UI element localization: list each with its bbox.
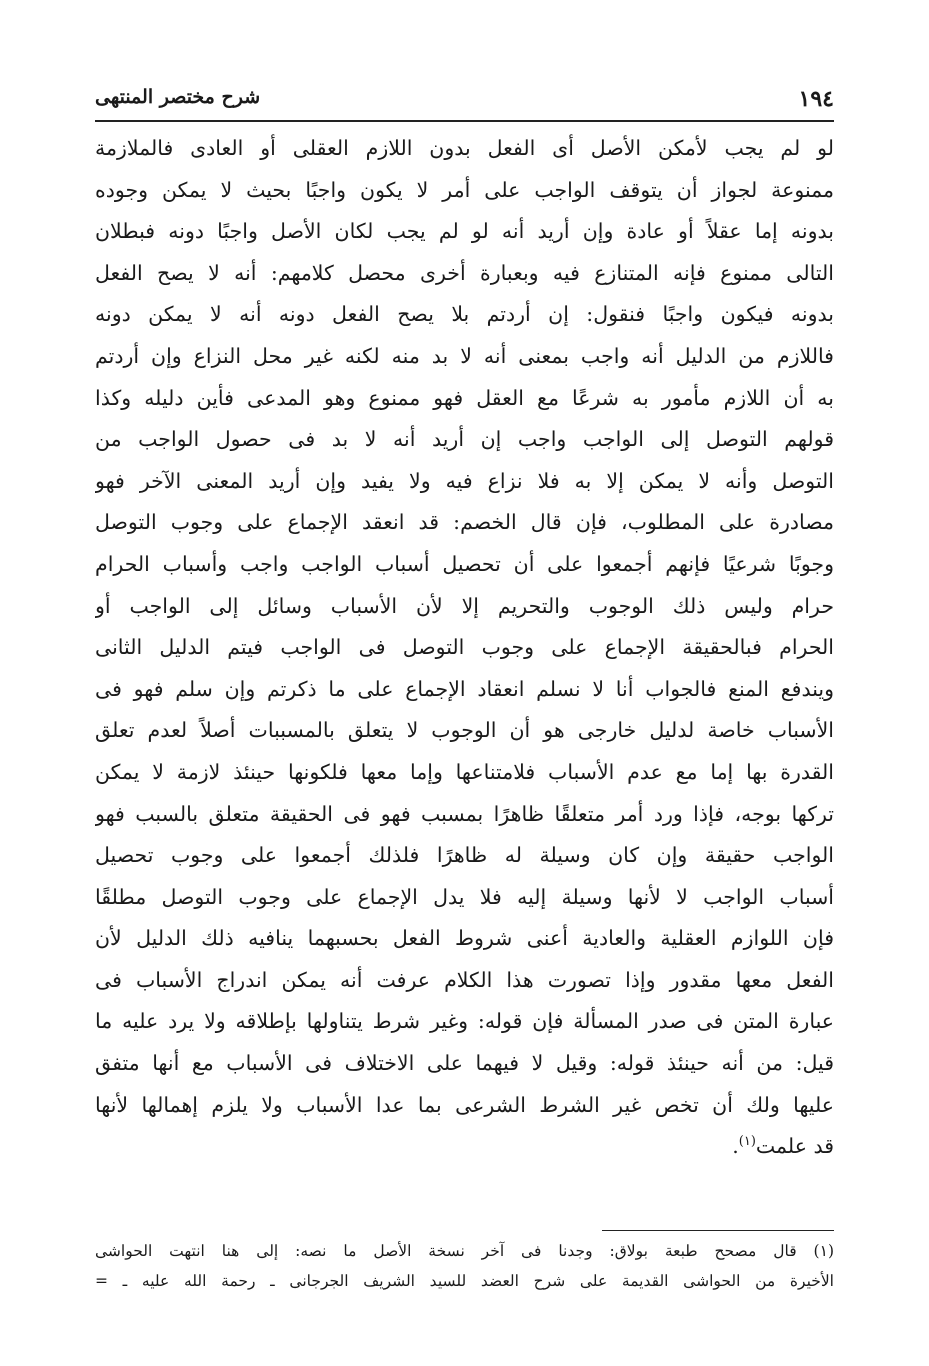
text-line: حرام وليس ذلك الوجوب والتحريم إلا لأن الأسباب وسائل إلى الواجب أو — [95, 593, 834, 618]
last-line-end: . — [732, 1134, 739, 1159]
footnotes — [95, 1236, 834, 1296]
footnote-line: (١) قال مصحح طبعة بولاق: وجدنا فى آخر نسخة الأصل ما نصه: إلى هنا انتهت الحواشى — [95, 1242, 834, 1260]
header-rule — [95, 120, 834, 122]
text-line: قولهم التوصل إلى الواجب واجب إن أريد أنه لا بد فى حصول الواجب من — [95, 427, 834, 452]
text-line: عليها ولك أن تخص غير الشرط الشرعى بما عدا الأسباب ولا يلزم إهمالها لأنها — [95, 1092, 834, 1117]
last-text-line — [95, 1126, 834, 1168]
footnote-line: الأخيرة من الحواشى القديمة على شرح العضد للسيد الشريف الجرجانى ـ رحمة الله عليه ـ = — [95, 1272, 834, 1290]
text-line: بدونه إما عقلاً أو عادة وإن أريد أنه لو لم يجب لكان الأصل واجبًا دونه فبطلان — [95, 219, 834, 244]
text-line: تركها بوجه، فإذا ورد أمر متعلقًا ظاهرًا بمسبب فهو فى الحقيقة متعلق بالسبب فهو — [95, 801, 834, 826]
text-line: ويندفع المنع فالجواب أنا لا نسلم انعقاد الإجماع على ما ذكرتم وإن سلم فهو فى — [95, 676, 834, 701]
last-line-text: قد علمت — [755, 1134, 834, 1159]
page-header — [95, 86, 834, 112]
page-number: ١٩٤ — [798, 86, 834, 112]
text-line: الأسباب خاصة لدليل خارجى هو أن الوجوب لا يتعلق بالمسببات أصلاً لعدم تعلق — [95, 718, 834, 743]
text-line: فاللازم من الدليل أنه واجب بمعنى أنه لا بد منه لكنه غير محل النزاع وإن أردتم — [95, 343, 834, 368]
main-text — [95, 128, 834, 1168]
text-line: قيل: من أنه حينئذ قوله: وقيل لا فيهما على الاختلاف فى الأسباب مع أنها متفق — [95, 1051, 834, 1076]
text-line: ممنوعة لجواز أن يتوقف الواجب على أمر لا يكون واجبًا بحيث لا يمكن وجوده — [95, 177, 834, 202]
text-line: لو لم يجب لأمكن الأصل أى الفعل بدون اللازم العقلى أو العادى فالملازمة — [95, 136, 834, 160]
text-line: القدرة بها إما مع عدم الأسباب فلامتناعها وإما معها فلكونها حينئذ لازمة لا يمكن — [95, 759, 834, 784]
running-title: شرح مختصر المنتهى — [95, 86, 261, 108]
footnote-reference[interactable]: (١) — [738, 1134, 756, 1150]
text-line: بدونه فيكون واجبًا فنقول: إن أردتم بلا يصح الفعل دونه أنه لا يمكن دونه — [95, 302, 834, 327]
text-line: الحرام فبالحقيقة الإجماع على وجوب التوصل فى الواجب فيتم الدليل الثانى — [95, 635, 834, 660]
text-line: التالى ممنوع فإنه المتنازع فيه وبعبارة أخرى محصل كلامهم: أنه لا يصح الفعل — [95, 260, 834, 285]
footnote-rule — [602, 1230, 834, 1231]
text-line: التوصل وأنه لا يمكن إلا به فلا نزاع فيه ولا يفيد وإن أريد المعنى الآخر فهو — [95, 468, 834, 493]
text-line: الواجب حقيقة وإن كان وسيلة له ظاهرًا فلذلك أجمعوا على وجوب تحصيل — [95, 843, 834, 868]
text-line: أسباب الواجب لا لأنها وسيلة إليه فلا يدل الإجماع على وجوب التوصل مطلقًا — [95, 884, 834, 909]
text-line: وجوبًا شرعيًا فإنهم أجمعوا على أن تحصيل أسباب الواجب واجب وأسباب الحرام — [95, 551, 834, 576]
text-line: الفعل معها مقدور وإذا تصورت هذا الكلام عرفت أنه يمكن اندراج الأسباب فى — [95, 967, 834, 992]
text-line: به أن اللازم مأمور به شرعًا مع العقل فهو ممنوع وهو المدعى فأين دليله وكذا — [95, 385, 834, 410]
text-line: فإن اللوازم العقلية والعادية أعنى شروط الفعل بحسبهما ينافيه ذلك الدليل لأن — [95, 926, 834, 951]
text-line: مصادرة على المطلوب، فإن قال الخصم: قد انعقد الإجماع على وجوب التوصل — [95, 510, 834, 535]
text-line: عبارة المتن فى صدر المسألة فإن قوله: وغير شرط يتناولها بإطلاقه ولا يرد عليه ما — [95, 1009, 834, 1034]
